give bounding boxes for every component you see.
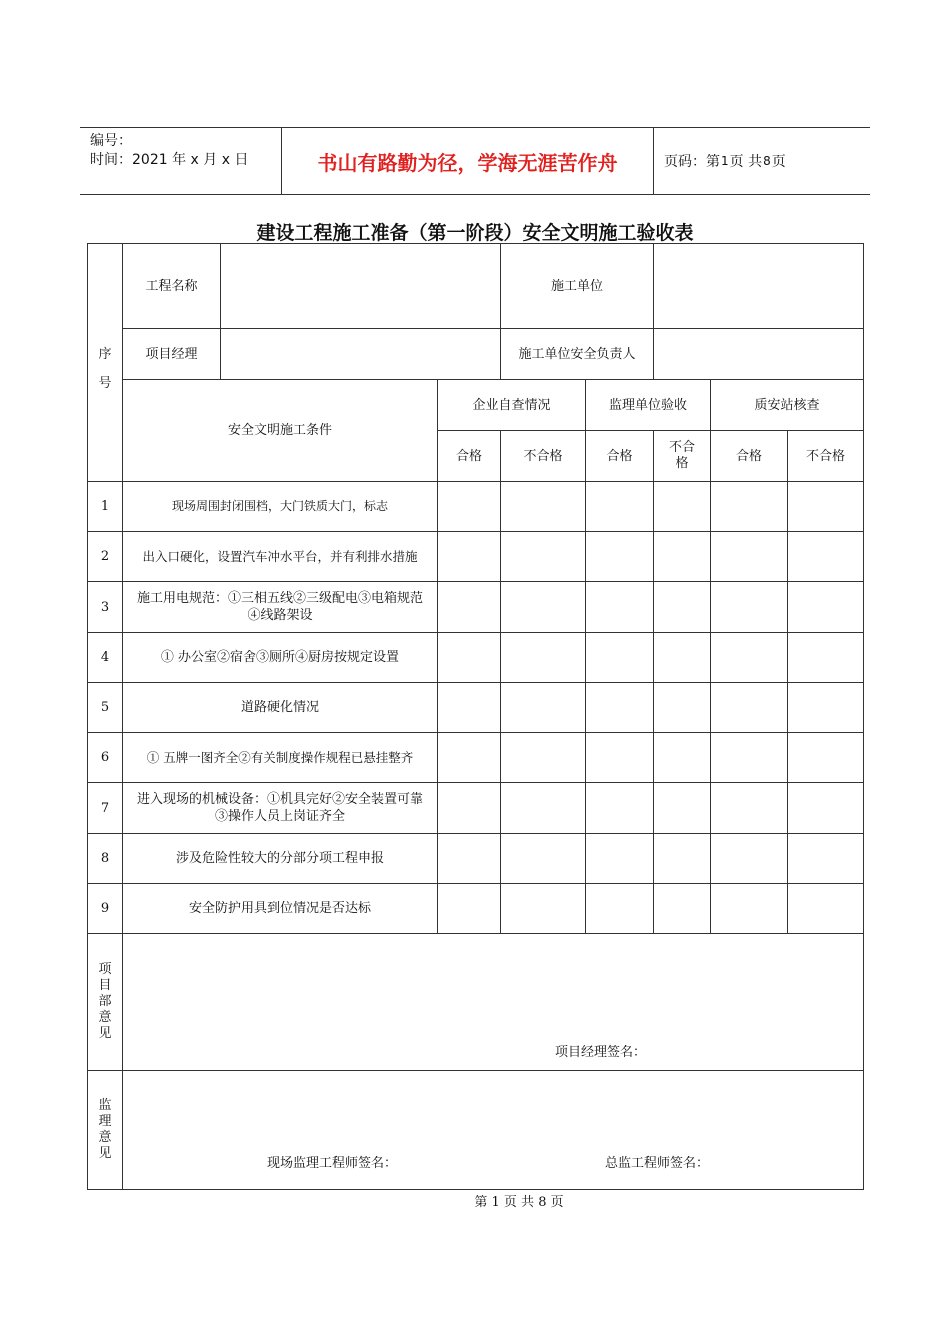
item-number: 6 (88, 733, 123, 783)
check-cell[interactable] (654, 733, 711, 783)
page-prefix: 页码：第 (664, 154, 720, 170)
project-dept-label-cell (88, 934, 123, 1071)
check-cell[interactable] (711, 532, 788, 582)
item-number: 3 (88, 582, 123, 633)
check-cell[interactable] (788, 532, 864, 582)
check-cell[interactable] (654, 582, 711, 633)
supervision-label-cell (88, 1071, 123, 1190)
group-header-row (88, 380, 864, 431)
page-mid: 页 共 (729, 154, 763, 170)
check-cell[interactable] (788, 783, 864, 834)
check-cell[interactable] (586, 884, 654, 934)
check-cell[interactable] (711, 884, 788, 934)
page-title: 建设工程施工准备（第一阶段）安全文明施工验收表 (256, 222, 694, 244)
page-footer: 第 1 页 共 8 页 (474, 1195, 564, 1210)
item-text: 安全防护用具到位情况是否达标 (123, 884, 438, 934)
check-cell[interactable] (654, 532, 711, 582)
item-row (88, 633, 864, 683)
check-cell[interactable] (438, 532, 501, 582)
construction-unit-field[interactable] (654, 244, 864, 329)
item-text: 现场周围封闭围档，大门铁质大门，标志 (123, 482, 438, 532)
supervision-fail-text: 不合格 (669, 440, 696, 471)
group-supervision: 监理单位验收 (586, 380, 711, 431)
check-cell[interactable] (654, 633, 711, 683)
page-indicator (654, 128, 870, 194)
self-pass-header: 合格 (438, 431, 501, 482)
header-meta (80, 128, 282, 194)
check-cell[interactable] (788, 482, 864, 532)
check-cell[interactable] (586, 633, 654, 683)
project-manager-signature-label: 项目经理签名： (555, 1045, 647, 1060)
check-cell[interactable] (438, 582, 501, 633)
check-cell[interactable] (501, 633, 586, 683)
item-number: 9 (88, 884, 123, 934)
site-engineer-signature-label: 现场监理工程师签名： (267, 1156, 398, 1171)
check-cell[interactable] (711, 582, 788, 633)
item-number: 4 (88, 633, 123, 683)
project-manager-label: 项目经理 (123, 329, 221, 380)
item-number: 5 (88, 683, 123, 733)
item-row (88, 884, 864, 934)
check-cell[interactable] (711, 783, 788, 834)
item-text: ① 办公室②宿舍③厕所④厨房按规定设置 (123, 633, 438, 683)
page-suffix: 页 (771, 154, 786, 170)
item-number: 1 (88, 482, 123, 532)
motto: 书山有路勤为径，学海无涯苦作舟 (282, 128, 654, 194)
item-text: ① 五牌一图齐全②有关制度操作规程已悬挂整齐 (123, 733, 438, 783)
check-cell[interactable] (788, 884, 864, 934)
supervision-fail-header (654, 431, 711, 482)
check-cell[interactable] (438, 683, 501, 733)
project-dept-opinion-area[interactable] (123, 934, 864, 1071)
check-cell[interactable] (654, 834, 711, 884)
seq-char-2: 号 (98, 375, 112, 391)
item-row (88, 582, 864, 633)
item-row (88, 532, 864, 582)
item-row (88, 482, 864, 532)
item-row (88, 683, 864, 733)
project-dept-label: 项目部意见 (98, 962, 112, 1041)
check-cell[interactable] (788, 633, 864, 683)
page-number: 1 (721, 154, 729, 168)
check-cell[interactable] (586, 733, 654, 783)
check-cell[interactable] (711, 633, 788, 683)
condition-header: 安全文明施工条件 (123, 380, 438, 482)
check-cell[interactable] (788, 683, 864, 733)
check-cell[interactable] (501, 482, 586, 532)
supervision-pass-header: 合格 (586, 431, 654, 482)
group-station: 质安站核查 (711, 380, 864, 431)
self-fail-header: 不合格 (501, 431, 586, 482)
check-cell[interactable] (586, 532, 654, 582)
check-cell[interactable] (654, 884, 711, 934)
check-cell[interactable] (438, 834, 501, 884)
check-cell[interactable] (501, 884, 586, 934)
info-row-1 (88, 244, 864, 329)
check-cell[interactable] (586, 482, 654, 532)
check-cell[interactable] (438, 633, 501, 683)
check-cell[interactable] (711, 683, 788, 733)
project-name-label: 工程名称 (123, 244, 221, 329)
check-cell[interactable] (501, 834, 586, 884)
check-cell[interactable] (711, 482, 788, 532)
project-name-field[interactable] (221, 244, 501, 329)
check-cell[interactable] (438, 783, 501, 834)
check-cell[interactable] (438, 482, 501, 532)
item-row (88, 834, 864, 884)
document-header (80, 127, 870, 195)
group-self-check: 企业自查情况 (438, 380, 586, 431)
item-number: 8 (88, 834, 123, 884)
check-cell[interactable] (438, 884, 501, 934)
check-cell[interactable] (586, 783, 654, 834)
acceptance-table (87, 243, 864, 1190)
page-total: 8 (763, 154, 771, 168)
check-cell[interactable] (654, 482, 711, 532)
safety-officer-field[interactable] (654, 329, 864, 380)
item-text: 施工用电规范：①三相五线②三级配电③电箱规范④线路架设 (123, 582, 438, 633)
seq-char-1: 序 (98, 346, 112, 362)
check-cell[interactable] (501, 683, 586, 733)
check-cell[interactable] (788, 582, 864, 633)
time-label: 时间：2021 年 x 月 x 日 (90, 152, 249, 168)
item-text: 涉及危险性较大的分部分项工程申报 (123, 834, 438, 884)
check-cell[interactable] (711, 733, 788, 783)
station-pass-header: 合格 (711, 431, 788, 482)
supervision-opinion-area[interactable] (123, 1071, 864, 1190)
supervision-label: 监理意见 (98, 1098, 112, 1161)
check-cell[interactable] (438, 733, 501, 783)
check-cell[interactable] (586, 582, 654, 633)
check-cell[interactable] (788, 733, 864, 783)
project-dept-opinion-row (88, 934, 864, 1071)
item-text: 出入口硬化，设置汽车冲水平台，并有利排水措施 (123, 532, 438, 582)
item-text: 道路硬化情况 (123, 683, 438, 733)
check-cell[interactable] (788, 834, 864, 884)
supervision-opinion-row (88, 1071, 864, 1190)
check-cell[interactable] (501, 733, 586, 783)
item-row (88, 733, 864, 783)
check-cell[interactable] (501, 532, 586, 582)
info-row-2 (88, 329, 864, 380)
item-number: 2 (88, 532, 123, 582)
check-cell[interactable] (654, 783, 711, 834)
project-manager-field[interactable] (221, 329, 501, 380)
check-cell[interactable] (501, 582, 586, 633)
check-cell[interactable] (711, 834, 788, 884)
chief-engineer-signature-label: 总监工程师签名： (605, 1156, 710, 1171)
number-label: 编号： (90, 133, 132, 149)
check-cell[interactable] (586, 683, 654, 733)
check-cell[interactable] (586, 834, 654, 884)
check-cell[interactable] (654, 683, 711, 733)
item-number: 7 (88, 783, 123, 834)
safety-officer-label: 施工单位安全负责人 (501, 329, 654, 380)
check-cell[interactable] (501, 783, 586, 834)
construction-unit-label: 施工单位 (501, 244, 654, 329)
seq-header (88, 244, 123, 482)
item-text: 进入现场的机械设备：①机具完好②安全装置可靠③操作人员上岗证齐全 (123, 783, 438, 834)
item-row (88, 783, 864, 834)
station-fail-header: 不合格 (788, 431, 864, 482)
